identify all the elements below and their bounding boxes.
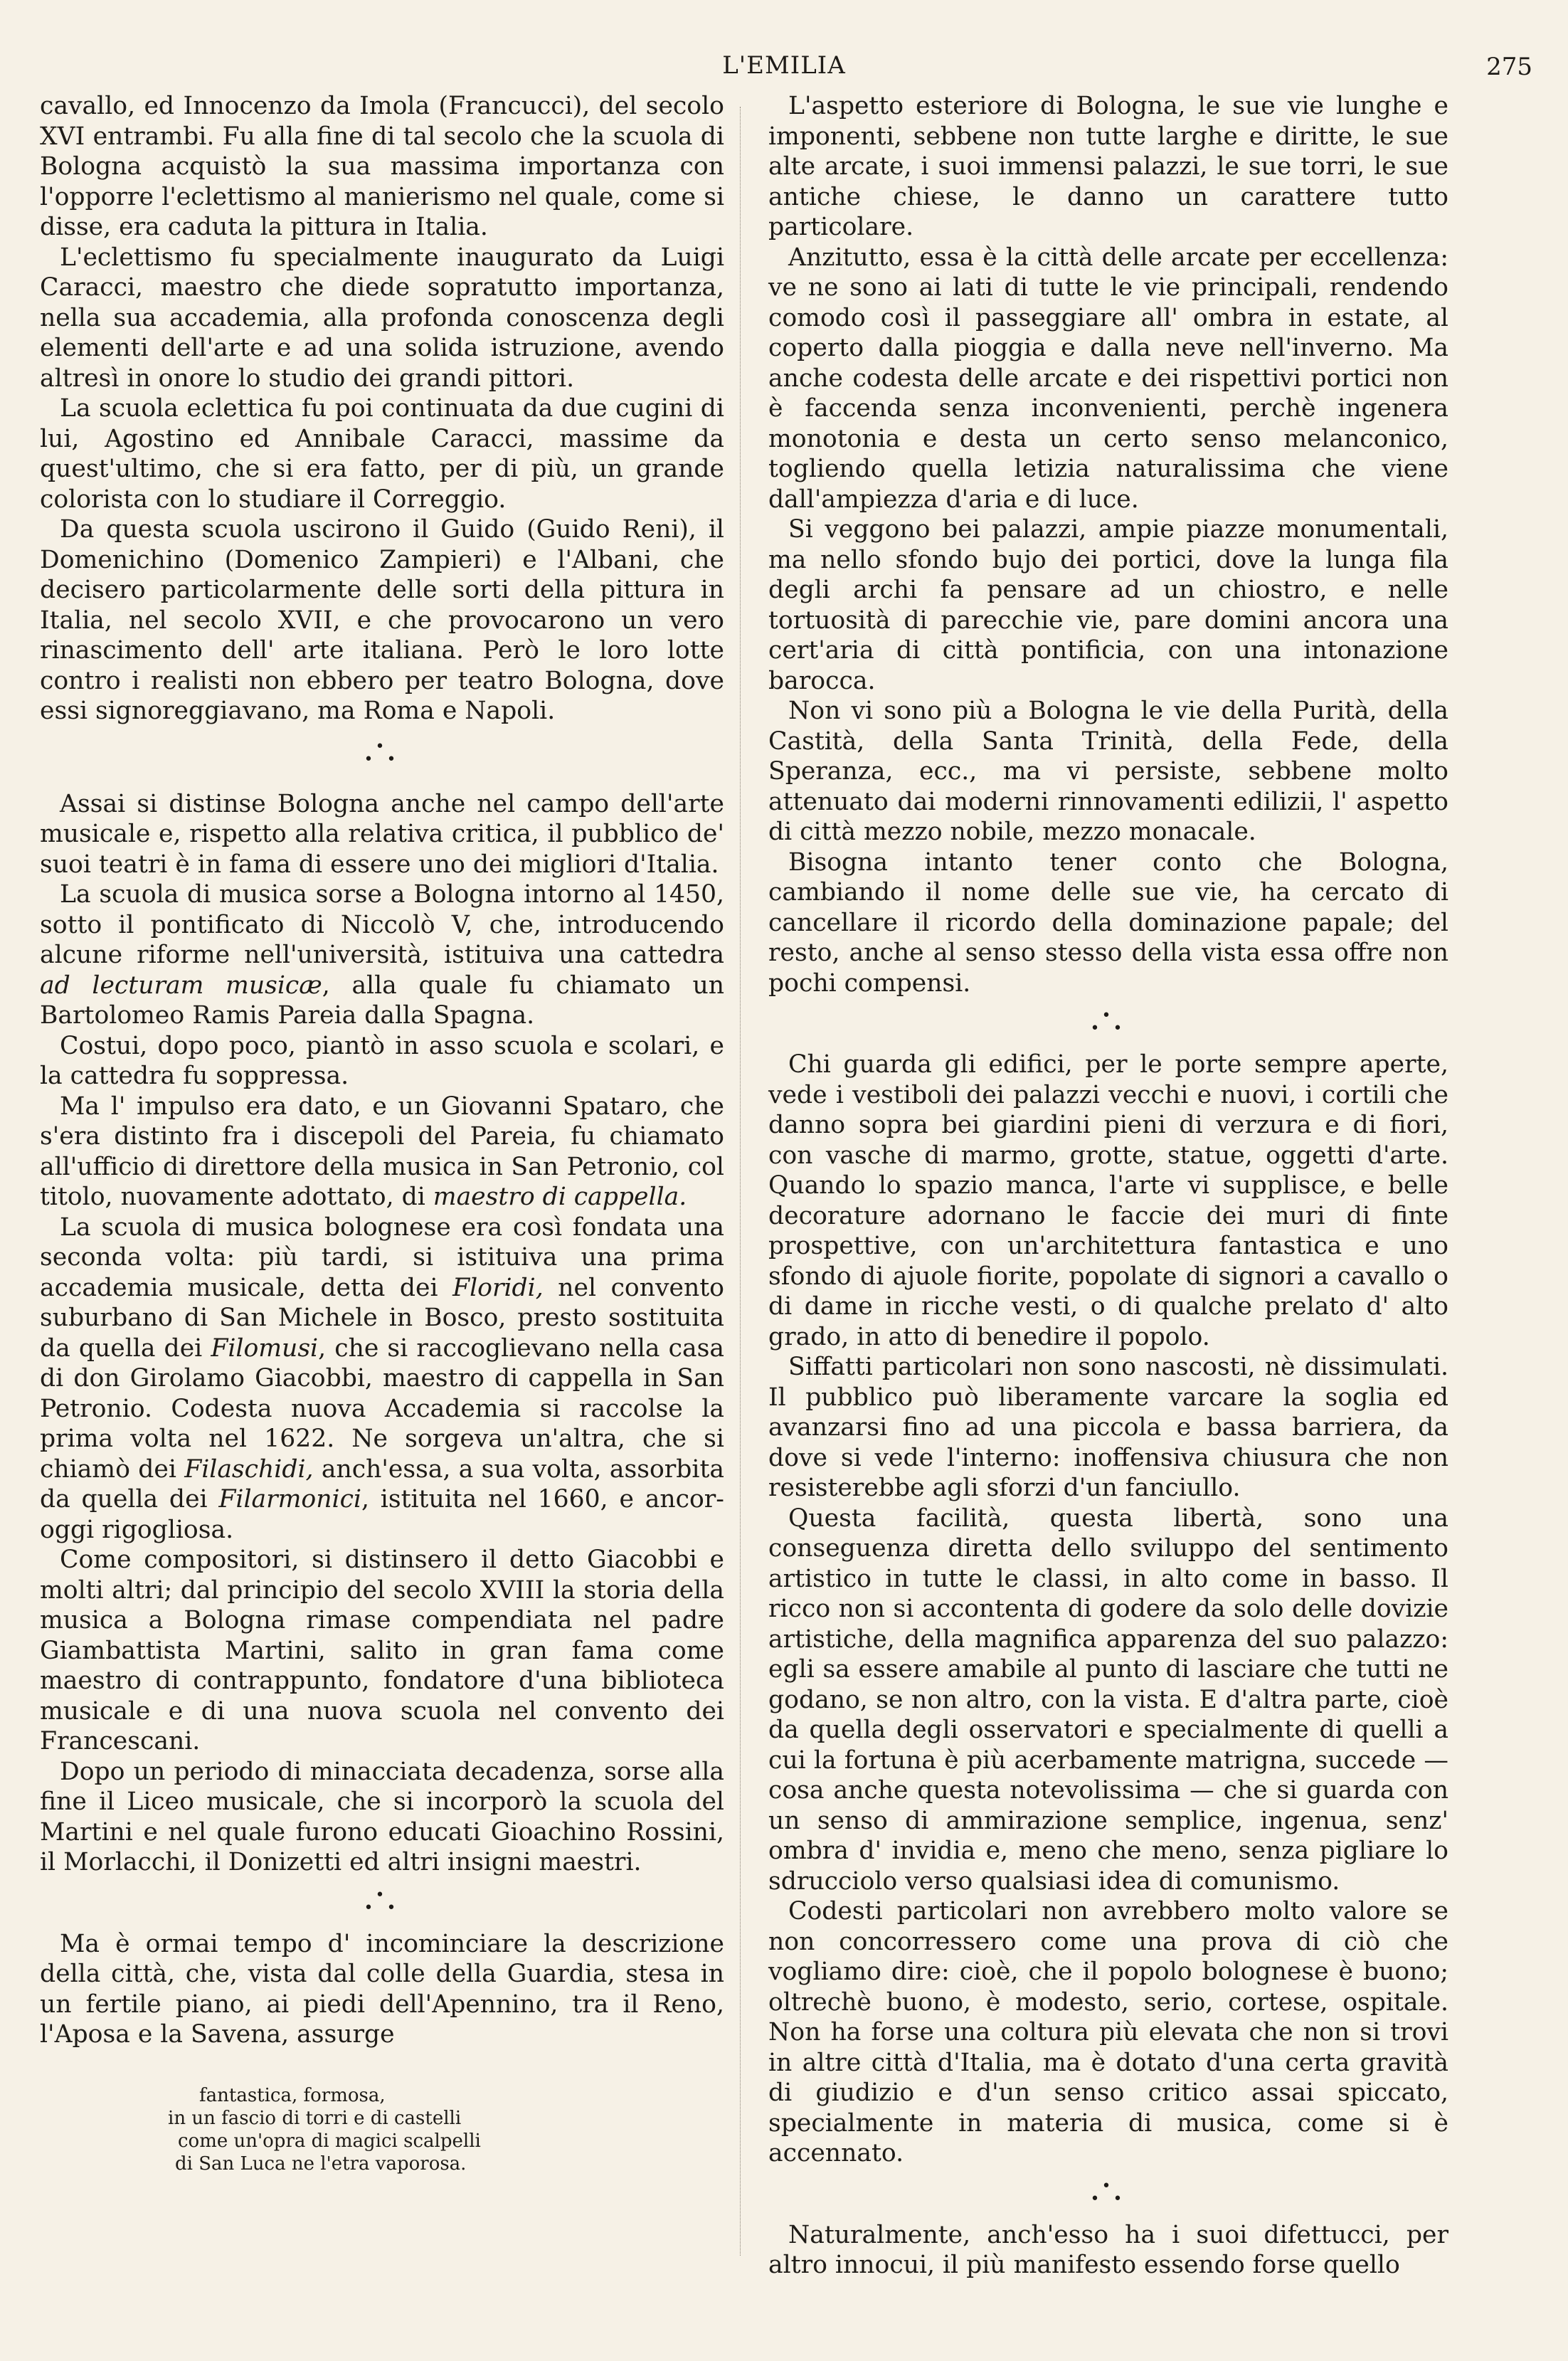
paragraph (40, 880, 724, 1031)
page-number: 275 (1486, 53, 1532, 81)
separator-dot: • (375, 737, 389, 756)
separator-dot: • (1113, 2190, 1127, 2208)
running-head (33, 43, 1535, 85)
verse-line: fantastica, formosa, (199, 2084, 386, 2106)
separator-dot: • (1101, 1007, 1116, 1025)
separator-dot: • (386, 1898, 401, 1917)
paragraph: Codesti particolari non avrebbero molto valore se non concorressero come una prova di ciò che vogliamo dire: cioè, che il popolo bolognese è buono; oltrechè buono, è modesto, serio, cortese, ospitale. Non ha forse una coltura più elevata che non si trovi in altre città d'Italia, ma è dotato d'una certa gravità di giudizio e d'un senso critico assai spiccato, specialmente in materia di musica, come si è accennato. (768, 1897, 1448, 2167)
paragraph: Costui, dopo poco, piantò in asso scuola e scolari, e la cattedra fu soppressa. (40, 1031, 724, 1090)
paragraph: L'aspetto esteriore di Bologna, le sue vie lunghe e imponenti, sebbene non tutte larghe e diritte, le sue alte arcate, i suoi immensi palazzi, le sue torri, le sue antiche chiese, le danno un carattere tutto particolare. (768, 92, 1448, 241)
paragraph: Come compositori, si distinsero il detto Giacobbi e molti altri; dal principio del secolo XVIII la storia della musica a Bologna rimase compendiata nel padre Giambattista Martini, salito in gran fama come maestro di contrappunto, fondatore d'una biblioteca musicale e di una nuova scuola nel convento dei Francescani. (40, 1546, 724, 1755)
paragraph: Assai si distinse Bologna anche nel campo dell'arte musicale e, rispetto alla relativa critica, il pubblico de' suoi teatri è in fama di essere uno dei migliori d'Italia. (40, 789, 724, 879)
paragraph: Ma è ormai tempo d' incominciare la descrizione della città, che, vista dal colle della Guardia, stesa in un fertile piano, ai piedi dell'Apennino, tra il Reno, l'Aposa e la Savena, assurge (40, 1929, 724, 2049)
verse-line: in un fascio di torri e di castelli (168, 2107, 462, 2129)
paragraph: La scuola eclettica fu poi continuata da due cugini di lui, Agostino ed Annibale Caracci, massime da quest'ultimo, che si era fatto, per di più, un grande colorista con lo studiare il Correggio. (40, 394, 724, 514)
section-separator (40, 1878, 724, 1929)
verse-line: di San Luca ne l'etra vaporosa. (175, 2153, 467, 2175)
paragraph: Si veggono bei palazzi, ampie piazze monumentali, ma nello sfondo bujo dei portici, dove la lunga fila degli archi fa pensare ad un chiostro, e nelle tortuosità di parecchie vie, pare domini ancora una cert'aria di città pontificia, con una intonazione barocca. (768, 515, 1448, 695)
text-run: Ma l' impulso era dato, e un Giovanni Spataro, che s'era distinto fra i discepoli del Pareia, fu chiamato all'ufficio di direttore della musica in San Petronio, col titolo, nuovamente adottato, di (40, 1092, 724, 1211)
column-divider (740, 107, 741, 2256)
paragraph: cavallo, ed Innocenzo da Imola (Francucci), del secolo XVI entrambi. Fu alla fine di tal secolo che la scuola di Bologna acquistò la sua massima importanza con l'opporre l'eclettismo al manierismo nel quale, come si disse, era caduta la pittura in Italia. (40, 92, 724, 241)
paragraph: Dopo un periodo di minacciata decadenza, sorse alla fine il Liceo musicale, che si incorporò la scuola del Martini e nel quale furono educati Gioachino Rossini, il Morlacchi, il Donizetti ed altri insigni maestri. (40, 1757, 724, 1876)
verse-line: come un'opra di magici scalpelli (178, 2130, 481, 2152)
text-run: , che si raccoglievano nella casa di don Girolamo Giacobbi, maestro di cappella in San Petronio. Codesta nuova Accademia si raccolse la prima volta nel 1622. Ne sorgeva un'altra, che si chiamò dei (40, 1333, 724, 1484)
text-run: anch'essa, a sua volta, assorbita da quella dei (40, 1454, 724, 1514)
separator-dot: • (364, 750, 378, 768)
separator-dot: • (375, 1886, 389, 1904)
italic-term: maestro di cappella. (433, 1183, 687, 1211)
italic-term: Filomusi (211, 1333, 319, 1363)
running-title: L'EMILIA (722, 51, 846, 80)
paragraph: Naturalmente, anch'esso ha i suoi difettucci, per altro innocui, il più manifesto essendo forse quello (768, 2220, 1448, 2279)
text-run: La scuola di musica sorse a Bologna intorno al 1450, sotto il pontificato di Niccolò V, che, introducendo alcune riforme nell'università, istituiva una cattedra (40, 880, 724, 969)
separator-dot: • (364, 1898, 378, 1917)
text-run: , alla quale fu chiamato un Bartolomeo Ramis Pareia dalla Spagna. (40, 971, 725, 1030)
paragraph: Chi guarda gli edifici, per le porte sempre aperte, vede i vestiboli dei palazzi vecchi e nuovi, i cortili che danno sopra bei giardini pieni di verzura e di fiori, con vasche di marmo, grotte, statue, oggetti d'arte. Quando lo spazio manca, l'arte vi supplisce, e belle decorature adornano le faccie dei muri di finte prospettive, con un'architettura fantastica e uno sfondo di ajuole fiorite, popolate di signori a cavallo o di dame in ricche vesti, o di qualche prelato d' alto grado, in atto di benedire il popolo. (768, 1050, 1448, 1351)
separator-dot: • (386, 750, 401, 768)
paragraph: Anzitutto, essa è la città delle arcate per eccellenza: ve ne sono ai lati di tutte le vie principali, rendendo comodo così il passeggiare all' ombra in estate, al coperto dalla pioggia e dalla neve nell'inverno. Ma anche codesta delle arcate e dei rispettivi portici non è faccenda senza inconvenienti, perchè ingenera monotonia e desta un certo senso melanconico, togliendo quella letizia naturalissima che viene dall'ampiezza d'aria e di luce. (768, 243, 1448, 514)
section-separator (768, 998, 1448, 1050)
text-run: nel convento suburbano di San Michele in Bosco, presto sostituita da quella dei (40, 1273, 725, 1363)
text-run: La scuola di musica bolognese era così fondata una seconda volta: più tardi, si istituiva una prima accademia musicale, detta dei (40, 1213, 724, 1302)
paragraph: Siffatti particolari non sono nascosti, nè dissimulati. Il pubblico può liberamente varcare la soglia ed avanzarsi fino ad una piccola e bassa barriera, da dove si vede l'interno: inoffensiva chiusura che non resisterebbe agli sforzi d'un fanciullo. (768, 1353, 1448, 1502)
paragraph: Non vi sono più a Bologna le vie della Purità, della Castità, della Santa Trinità, della Fede, della Speranza, ecc., ma vi persiste, sebbene molto attenuato dai moderni rinnovamenti edilizii, l' aspetto di città mezzo nobile, mezzo monacale. (768, 697, 1448, 846)
paragraph (40, 1092, 724, 1213)
section-separator (40, 727, 724, 789)
italic-term: Floridi, (452, 1273, 544, 1302)
paragraph: Da questa scuola uscirono il Guido (Guido Reni), il Domenichino (Domenico Zampieri) e l'Albani, che decisero particolarmente delle sorti della pittura in Italia, nel secolo XVII, e che provocarono un vero rinascimento dell' arte italiana. Però le loro lotte contro i realisti non ebbero per teatro Bologna, dove essi signoreggiavano, ma Roma e Napoli. (40, 515, 724, 725)
right-column (768, 91, 1448, 2281)
separator-dot: • (1090, 2190, 1104, 2208)
text-run: , istituita nel 1660, e ancor-oggi rigogliosa. (40, 1485, 724, 1544)
paragraph: L'eclettismo fu specialmente inaugurato da Luigi Caracci, maestro che diede sopratutto importanza, nella sua accademia, alla profonda conoscenza degli elementi dell'arte e ad una solida istruzione, avendo altresì in onore lo studio dei grandi pittori. (40, 243, 724, 393)
italic-term: Filaschidi, (184, 1454, 314, 1484)
verse-quotation (40, 2084, 724, 2175)
paragraph: Bisogna intanto tener conto che Bologna, cambiando il nome delle sue vie, ha cercato di cancellare il ricordo della dominazione papale; del resto, anche al senso stesso della vista essa offre non pochi compensi. (768, 847, 1448, 998)
left-column (40, 91, 724, 2175)
separator-dot: • (1090, 1020, 1104, 1037)
italic-term: ad lecturam musicæ (40, 971, 322, 1000)
separator-dot: • (1113, 1020, 1127, 1037)
separator-dot: • (1101, 2177, 1116, 2195)
italic-term: Filarmonici (218, 1485, 362, 1514)
paragraph (40, 1213, 724, 1546)
paragraph: Questa facilità, questa libertà, sono una conseguenza diretta dello sviluppo del sentimento artistico in tutte le classi, in alto come in basso. Il ricco non si accontenta di godere da solo delle dovizie artistiche, della magnifica apparenza del suo palazzo: egli sa essere amabile al punto di lasciare che tutti ne godano, se non altro, con la vista. E d'altra parte, cioè da quella degli osservatori e specialmente di quelli a cui la fortuna è più acerbamente matrigna, succede — cosa anche questa notevolissima — che si guarda con un senso di ammirazione semplice, ingenua, senz' ombra d' invidia e, meno che meno, senza pigliare lo sdrucciolo verso qualsiasi idea di comunismo. (768, 1504, 1448, 1896)
section-separator (768, 2169, 1448, 2220)
